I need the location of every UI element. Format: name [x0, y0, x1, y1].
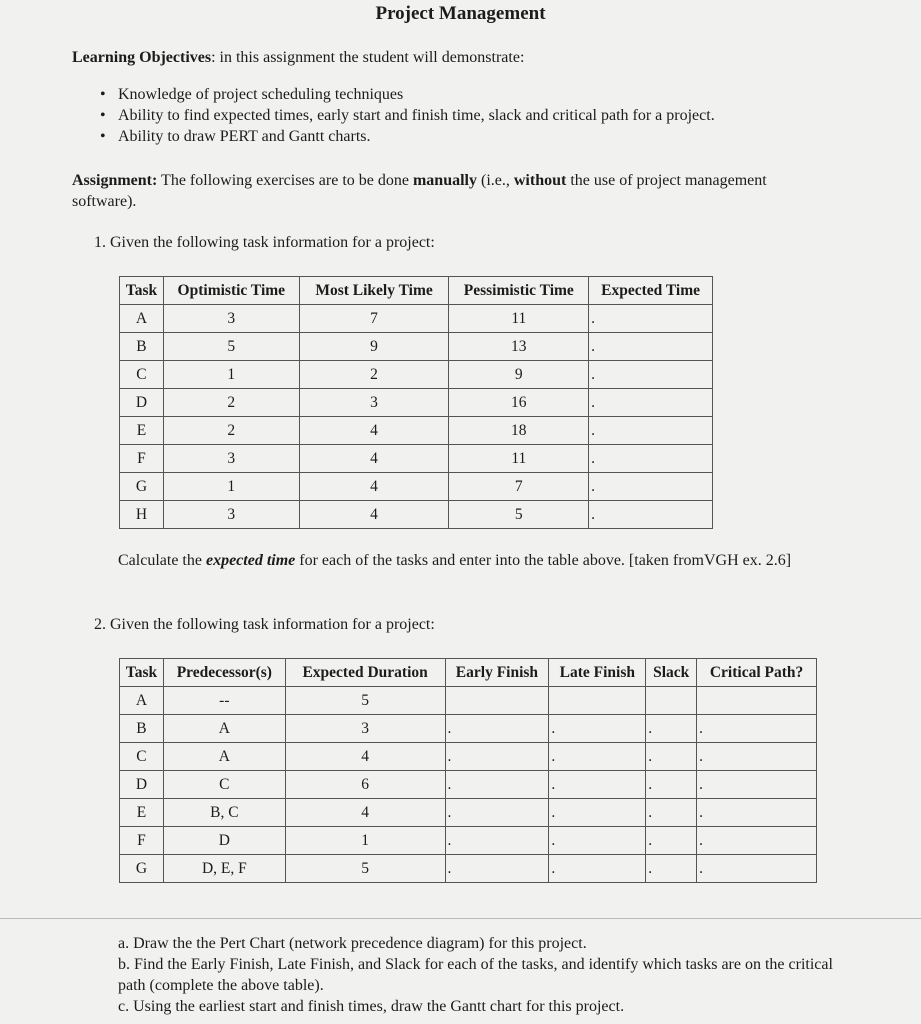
- table-cell: D, E, F: [163, 855, 285, 883]
- table-cell: .: [549, 771, 646, 799]
- table-cell: 4: [299, 473, 449, 501]
- table-cell: .: [646, 771, 697, 799]
- table-row: [120, 417, 713, 445]
- assignment-text: (i.e.,: [476, 172, 514, 189]
- table-row: [120, 771, 817, 799]
- part-b: b. Find the Early Finish, Late Finish, and Slack for each of the tasks, and identify which tasks are on the critical path (complete the above table).: [118, 956, 833, 994]
- table-row: [120, 827, 817, 855]
- table-cell: 5: [163, 333, 299, 361]
- table-cell: 3: [163, 501, 299, 529]
- table-cell: F: [120, 827, 164, 855]
- emphasis-expected-time: expected time: [205, 552, 296, 569]
- table-cell: .: [697, 743, 817, 771]
- table-cell: 1: [285, 827, 445, 855]
- table-row: [120, 855, 817, 883]
- table-cell: F: [120, 445, 164, 473]
- table-row: [120, 305, 713, 333]
- table-cell: [445, 687, 549, 715]
- expected-time-table: [119, 276, 713, 529]
- table-cell: H: [120, 501, 164, 529]
- objective-item: • Knowledge of project scheduling techniques: [100, 84, 715, 105]
- table-cell: 3: [285, 715, 445, 743]
- table-cell: B: [120, 715, 164, 743]
- table-cell: A: [120, 305, 164, 333]
- calculate-instructions: [118, 550, 858, 571]
- question-1-intro: 1. Given the following task information for a project:: [94, 234, 435, 251]
- task-schedule-table: [119, 658, 817, 883]
- column-header: Slack: [646, 659, 697, 687]
- table-cell: 5: [285, 687, 445, 715]
- table-cell: D: [163, 827, 285, 855]
- table-cell: 18: [449, 417, 589, 445]
- assignment-label: Assignment:: [72, 172, 158, 189]
- calculate-text: Calculate the: [118, 552, 206, 569]
- table-cell: .: [445, 771, 549, 799]
- assignment-text: The following exercises are to be done: [157, 172, 413, 189]
- table-cell: 1: [163, 473, 299, 501]
- table-row: [120, 389, 713, 417]
- table-cell: 5: [285, 855, 445, 883]
- table-cell: E: [120, 417, 164, 445]
- table-cell: 3: [163, 305, 299, 333]
- table-cell: .: [697, 799, 817, 827]
- table-cell: A: [163, 715, 285, 743]
- table-cell: .: [589, 333, 713, 361]
- table-cell: 7: [449, 473, 589, 501]
- table-cell: .: [589, 445, 713, 473]
- table-cell: .: [697, 855, 817, 883]
- table-cell: .: [445, 827, 549, 855]
- column-header: Critical Path?: [697, 659, 817, 687]
- table-cell: 3: [299, 389, 449, 417]
- table-cell: 2: [163, 417, 299, 445]
- table-cell: 11: [449, 445, 589, 473]
- table-cell: [549, 687, 646, 715]
- table-cell: --: [163, 687, 285, 715]
- table-row: [120, 799, 817, 827]
- table-header-row: [120, 277, 713, 305]
- table-cell: E: [120, 799, 164, 827]
- table-cell: G: [120, 473, 164, 501]
- table-cell: .: [445, 715, 549, 743]
- emphasis-manually: manually: [412, 172, 477, 189]
- table-cell: .: [589, 473, 713, 501]
- table-cell: .: [646, 799, 697, 827]
- column-header: Most Likely Time: [299, 277, 449, 305]
- table-cell: .: [549, 715, 646, 743]
- column-header: Optimistic Time: [163, 277, 299, 305]
- table-row: [120, 743, 817, 771]
- table-cell: .: [589, 361, 713, 389]
- table-cell: .: [697, 827, 817, 855]
- table-cell: 4: [299, 445, 449, 473]
- table-cell: [646, 687, 697, 715]
- assignment-paragraph: [72, 170, 792, 212]
- table-cell: .: [646, 715, 697, 743]
- table-cell: .: [445, 799, 549, 827]
- column-header: Expected Duration: [285, 659, 445, 687]
- objective-item: • Ability to find expected times, early start and finish time, slack and critical path for a project.: [100, 105, 715, 126]
- table-header-row: [120, 659, 817, 687]
- part-a: a. Draw the the Pert Chart (network precedence diagram) for this project.: [118, 935, 587, 952]
- page-title: Project Management: [375, 3, 546, 24]
- table-cell: 13: [449, 333, 589, 361]
- table-row: [120, 333, 713, 361]
- table-cell: .: [646, 743, 697, 771]
- table-cell: 2: [299, 361, 449, 389]
- column-header: Late Finish: [549, 659, 646, 687]
- table-row: [120, 715, 817, 743]
- table-cell: C: [120, 743, 164, 771]
- table-cell: 4: [285, 799, 445, 827]
- table-row: [120, 473, 713, 501]
- page-divider: [0, 918, 921, 919]
- table-cell: .: [549, 855, 646, 883]
- table-cell: 1: [163, 361, 299, 389]
- table-row: [120, 501, 713, 529]
- table-cell: D: [120, 389, 164, 417]
- table-cell: .: [697, 771, 817, 799]
- table-cell: 4: [299, 417, 449, 445]
- table-cell: 4: [285, 743, 445, 771]
- table-cell: 5: [449, 501, 589, 529]
- table-cell: D: [120, 771, 164, 799]
- part-c: c. Using the earliest start and finish times, draw the Gantt chart for this project.: [118, 998, 625, 1015]
- table-cell: 6: [285, 771, 445, 799]
- column-header: Task: [120, 277, 164, 305]
- table-cell: 3: [163, 445, 299, 473]
- column-header: Early Finish: [445, 659, 549, 687]
- table-cell: 2: [163, 389, 299, 417]
- table-cell: C: [120, 361, 164, 389]
- question-2-parts: [118, 933, 858, 1017]
- table-cell: .: [589, 389, 713, 417]
- learning-objectives-line: [72, 47, 524, 68]
- assignment-text: the use of project management software).: [72, 172, 767, 210]
- table-cell: .: [445, 743, 549, 771]
- table-row: [120, 445, 713, 473]
- learning-objectives-label: Learning Objectives: [72, 49, 212, 66]
- calculate-text: for each of the tasks and enter into the table above. [taken fromVGH ex. 2.6]: [295, 552, 792, 569]
- table-cell: 9: [449, 361, 589, 389]
- table-row: [120, 687, 817, 715]
- table-cell: C: [163, 771, 285, 799]
- learning-objectives-text: : in this assignment the student will demonstrate:: [211, 49, 525, 66]
- table-cell: .: [646, 827, 697, 855]
- table-cell: A: [163, 743, 285, 771]
- table-cell: B, C: [163, 799, 285, 827]
- table-cell: G: [120, 855, 164, 883]
- column-header: Expected Time: [589, 277, 713, 305]
- table-cell: .: [589, 417, 713, 445]
- table-row: [120, 361, 713, 389]
- table-cell: .: [589, 501, 713, 529]
- table-cell: [697, 687, 817, 715]
- objectives-list: [100, 84, 715, 147]
- table-cell: .: [445, 855, 549, 883]
- table-cell: .: [549, 799, 646, 827]
- table-cell: .: [549, 827, 646, 855]
- question-2-intro: 2. Given the following task information for a project:: [94, 616, 435, 633]
- table-cell: .: [646, 855, 697, 883]
- table-cell: A: [120, 687, 164, 715]
- emphasis-without: without: [513, 172, 567, 189]
- table-cell: .: [589, 305, 713, 333]
- table-cell: 7: [299, 305, 449, 333]
- table-cell: 16: [449, 389, 589, 417]
- table-cell: 9: [299, 333, 449, 361]
- column-header: Pessimistic Time: [449, 277, 589, 305]
- column-header: Task: [120, 659, 164, 687]
- table-cell: .: [697, 715, 817, 743]
- table-cell: .: [549, 743, 646, 771]
- objective-item: • Ability to draw PERT and Gantt charts.: [100, 126, 715, 147]
- table-cell: B: [120, 333, 164, 361]
- table-cell: 4: [299, 501, 449, 529]
- column-header: Predecessor(s): [163, 659, 285, 687]
- table-cell: 11: [449, 305, 589, 333]
